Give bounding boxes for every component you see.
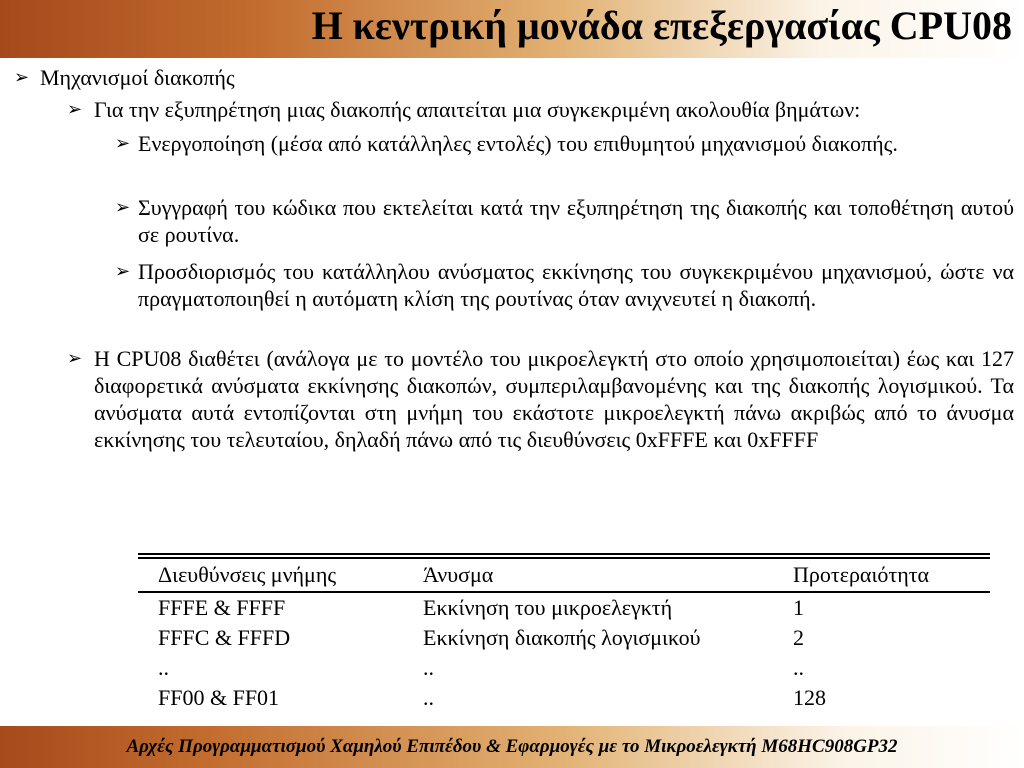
- cell-vector: Εκκίνηση του μικροελεγκτή: [423, 595, 673, 620]
- bullet-level3-activation: Ενεργοποίηση (μέσα από κατάλληλες εντολές) του επιθυμητού μηχανισμού διακοπής.: [138, 131, 898, 156]
- bullet-level2-steps: Για την εξυπηρέτηση μιας διακοπής απαιτείται μια συγκεκριμένη ακολουθία βημάτων:: [94, 97, 861, 122]
- cell-priority: 128: [793, 685, 826, 710]
- bullet-arrow-icon: ➢: [67, 99, 83, 119]
- cell-priority: 2: [793, 625, 804, 650]
- vector-table: [138, 553, 990, 713]
- cell-address: FFFC & FFFD: [158, 625, 291, 650]
- table-header-row: [138, 559, 990, 592]
- slide-title: Η κεντρική μονάδα επεξεργασίας CPU08: [311, 3, 1012, 48]
- bullet-arrow-icon: ➢: [14, 67, 30, 87]
- cell-vector: Εκκίνηση διακοπής λογισμικού: [423, 625, 701, 650]
- header-vector: Άνυσμα: [403, 559, 773, 592]
- bullet-arrow-icon: ➢: [115, 261, 131, 281]
- footer-text: Αρχές Προγραμματισμού Χαμηλού Επιπέδου & Εφαρμογές με το Μικροελεγκτή M68HC908GP32: [126, 736, 898, 757]
- vector-table-grid: [138, 559, 990, 713]
- cell-address: ..: [158, 655, 169, 680]
- bullet-level3-code: Συγγραφή του κώδικα που εκτελείται κατά την εξυπηρέτηση της διακοπής και τοποθέτηση αυτού σε ρουτίνα.: [138, 195, 1014, 247]
- cell-address: FFFE & FFFF: [158, 595, 286, 620]
- cell-vector: ..: [423, 685, 434, 710]
- table-row: [138, 623, 990, 653]
- cell-address: FF00 & FF01: [158, 685, 280, 710]
- bullet-level3-vector: Προσδιορισμός του κατάλληλου ανύσματος εκκίνησης του συγκεκριμένου μηχανισμού, ώστε να πραγματοποιηθεί η αυτόματη κλίση της ρουτίνας όταν ανιχνευτεί η διακοπή.: [138, 259, 1014, 311]
- title-bar: [0, 0, 1024, 58]
- bullet-level1: Μηχανισμοί διακοπής: [40, 65, 235, 90]
- table-row: [138, 592, 990, 623]
- bullet-level2-cpu08: Η CPU08 διαθέτει (ανάλογα με το μοντέλο του μικροελεγκτή στο οποίο χρησιμοποιείται) έως και 127 διαφορετικά ανύσματα εκκίνησης διακοπών, συμπεριλαμβανομένης και της διακοπής λογισμικού. Τα ανύσματα αυτά εντοπίζονται στη μνήμη του εκάστοτε μικροελεγκτή πάνω ακριβώς από το άνυσμα εκκίνησης του τελευταίου, δηλαδή πάνω από τις διευθύνσεις 0xFFFE και 0xFFFF: [94, 346, 1014, 452]
- header-priority: Προτεραιότητα: [773, 559, 990, 592]
- table-row: [138, 653, 990, 683]
- cell-priority: ..: [793, 655, 804, 680]
- bullet-arrow-icon: ➢: [115, 133, 131, 153]
- cell-priority: 1: [793, 595, 804, 620]
- footer-bar: [0, 726, 1024, 768]
- header-addresses: Διευθύνσεις μνήμης: [138, 559, 403, 592]
- cell-vector: ..: [423, 655, 434, 680]
- bullet-arrow-icon: ➢: [115, 197, 131, 217]
- bullet-arrow-icon: ➢: [67, 348, 83, 368]
- table-row: [138, 683, 990, 713]
